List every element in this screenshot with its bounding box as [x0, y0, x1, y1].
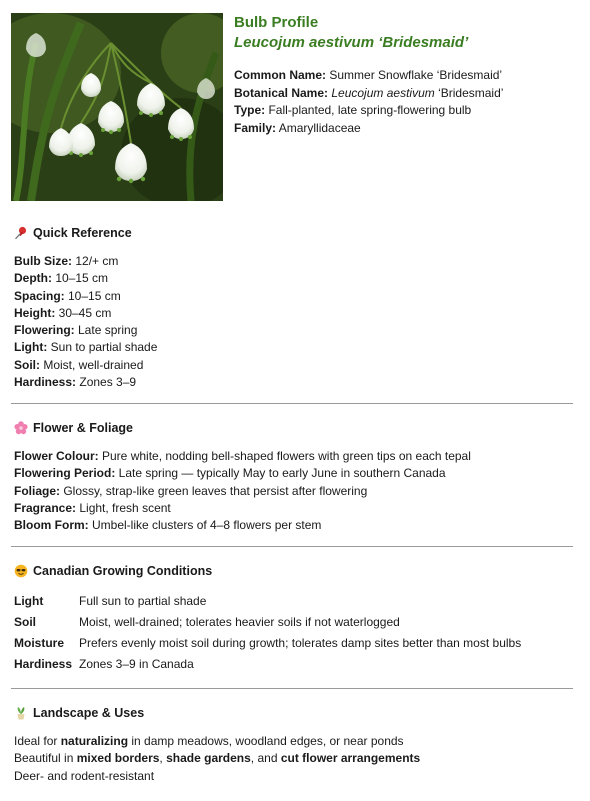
- profile-header: [234, 13, 584, 137]
- item-value: Late spring: [74, 323, 138, 338]
- profile-facts: [234, 67, 584, 137]
- item-value: 30–45 cm: [55, 305, 112, 320]
- growing-conditions-table: [14, 591, 521, 675]
- botanical-name-rest: ‘Bridesmaid’: [434, 85, 504, 100]
- common-name-value: Summer Snowflake ‘Bridesmaid’: [326, 68, 503, 82]
- list-item: [14, 768, 574, 785]
- type-row: [234, 102, 584, 120]
- item-label: Flower Colour:: [14, 449, 99, 463]
- list-item: [14, 270, 574, 287]
- list-item: [14, 322, 574, 339]
- item-label: Fragrance:: [14, 500, 77, 515]
- landscape-uses-heading: [14, 705, 574, 721]
- landscape-uses-section: [14, 705, 574, 785]
- text-run-bold: mixed borders: [76, 751, 160, 766]
- row-key: Light: [14, 594, 44, 608]
- table-row: [14, 591, 521, 612]
- page-subtitle: Leucojum aestivum ‘Bridesmaid’: [234, 34, 469, 51]
- list-item: [14, 305, 574, 322]
- quick-reference-list: [14, 253, 574, 391]
- common-name-label: Common Name:: [234, 68, 327, 82]
- item-value: 10–15 cm: [64, 288, 121, 303]
- family-row: [234, 120, 584, 138]
- landscape-uses-list: [14, 733, 574, 785]
- flower-foliage-section: [14, 420, 574, 534]
- item-label: Light:: [14, 340, 48, 355]
- quick-reference-heading: [14, 225, 574, 241]
- item-value: Sun to partial shade: [47, 340, 158, 355]
- family-value: Amaryllidaceae: [276, 120, 361, 135]
- item-value: Zones 3–9: [76, 375, 137, 390]
- text-run-bold: naturalizing: [60, 734, 129, 748]
- quick-reference-section: [14, 225, 574, 391]
- type-value: Fall-planted, late spring-flowering bulb: [265, 103, 472, 117]
- item-value: Pure white, nodding bell-shaped flowers with green tips on each tepal: [98, 449, 471, 463]
- item-label: Spacing:: [14, 288, 65, 303]
- common-name-row: [234, 67, 584, 85]
- potted-plant-icon: [14, 706, 28, 720]
- botanical-name-label: Botanical Name:: [234, 85, 329, 100]
- sun-face-icon: [14, 564, 28, 578]
- growing-conditions-heading: [14, 563, 574, 579]
- list-item: [14, 733, 574, 750]
- botanical-name-italic: Leucojum aestivum: [328, 85, 435, 100]
- item-label: Bloom Form:: [14, 518, 89, 533]
- text-run: Ideal for: [14, 734, 61, 748]
- page-title: Bulb Profile: [234, 14, 319, 31]
- table-row: [14, 633, 521, 654]
- row-key: Soil: [14, 615, 37, 629]
- text-run: , and: [250, 751, 281, 766]
- list-item: [14, 500, 574, 517]
- flower-foliage-list: [14, 448, 574, 534]
- list-item: [14, 750, 574, 767]
- quick-reference-title: Quick Reference: [33, 226, 132, 240]
- text-run: in damp meadows, woodland edges, or near ponds: [128, 734, 404, 748]
- botanical-name-row: [234, 85, 584, 103]
- pushpin-icon: [14, 226, 28, 240]
- table-row: [14, 654, 521, 675]
- item-value: Light, fresh scent: [76, 500, 171, 515]
- row-value: Full sun to partial shade: [79, 594, 207, 608]
- item-value: Moist, well-drained: [40, 357, 144, 372]
- cherry-blossom-icon: [14, 421, 28, 435]
- row-key: Moisture: [14, 636, 65, 650]
- growing-conditions-section: [14, 563, 574, 675]
- family-label: Family:: [234, 120, 277, 135]
- list-item: [14, 374, 574, 391]
- row-value: Moist, well-drained; tolerates heavier soils if not waterlogged: [79, 615, 400, 629]
- type-label: Type:: [234, 103, 266, 117]
- list-item: [14, 339, 574, 356]
- item-label: Flowering Period:: [14, 466, 116, 481]
- list-item: [14, 357, 574, 374]
- list-item: [14, 465, 574, 482]
- section-divider: [11, 403, 573, 404]
- table-row: [14, 612, 521, 633]
- section-divider: [11, 688, 573, 689]
- item-label: Soil:: [14, 357, 40, 372]
- list-item: [14, 483, 574, 500]
- text-run: Beautiful in: [14, 751, 77, 766]
- snowflake-flowers-illustration: [11, 13, 223, 201]
- list-item: [14, 448, 574, 465]
- landscape-uses-title: Landscape & Uses: [33, 706, 145, 720]
- growing-conditions-title: Canadian Growing Conditions: [33, 564, 213, 578]
- item-value: Glossy, strap-like green leaves that persist after flowering: [60, 483, 368, 498]
- bulb-photo: [11, 13, 223, 201]
- item-label: Hardiness:: [14, 375, 77, 390]
- row-key: Hardiness: [14, 657, 73, 671]
- item-value: Umbel-like clusters of 4–8 flowers per stem: [88, 518, 322, 533]
- list-item: [14, 253, 574, 270]
- row-value: Zones 3–9 in Canada: [79, 657, 194, 671]
- text-run: ,: [159, 751, 167, 766]
- item-label: Foliage:: [14, 483, 61, 498]
- item-label: Bulb Size:: [14, 254, 73, 268]
- section-divider: [11, 546, 573, 547]
- item-label: Depth:: [14, 271, 52, 286]
- row-value: Prefers evenly moist soil during growth; tolerates damp sites better than most bulbs: [79, 636, 522, 650]
- text-run-bold: shade gardens: [166, 751, 251, 766]
- item-value: 10–15 cm: [52, 271, 109, 286]
- text-run: Deer- and rodent-resistant: [14, 768, 155, 783]
- item-value: 12/+ cm: [72, 254, 119, 268]
- flower-foliage-title: Flower & Foliage: [33, 421, 134, 435]
- item-label: Height:: [14, 305, 56, 320]
- item-label: Flowering:: [14, 323, 75, 338]
- list-item: [14, 517, 574, 534]
- flower-foliage-heading: [14, 420, 574, 436]
- text-run-bold: cut flower arrangements: [280, 751, 421, 766]
- item-value: Late spring — typically May to early June in southern Canada: [115, 466, 446, 481]
- list-item: [14, 288, 574, 305]
